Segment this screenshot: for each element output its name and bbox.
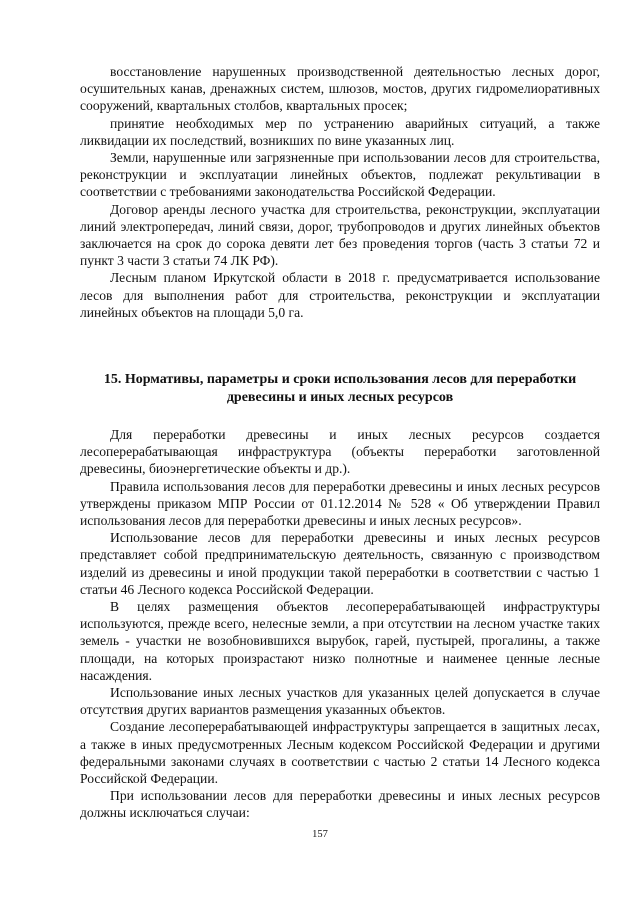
list-item: принятие необходимых мер по устранению аварийных ситуаций, а также ликвидации их последствий, возникших по вине указанных лиц. [80,115,600,148]
paragraph: Лесным планом Иркутской области в 2018 г. предусматривается использование лесов для выполнения работ для строительства, реконструкции и эксплуатации линейных объектов на площади 5,0 га. [80,270,600,320]
paragraph: При использовании лесов для переработки древесины и иных лесных ресурсов должны исключаться случаи: [80,788,600,821]
paragraph: Создание лесоперерабатывающей инфраструктуры запрещается в защитных лесах, а также в иных предусмотренных Лесным кодексом Российской Федерации и другими федеральными законами случаях в соответствии с частью 2 статьи 14 Лесного кодекса Российской Федерации. [80,719,600,787]
section-14-continuation [80,63,600,321]
paragraph: Договор аренды лесного участка для строительства, реконструкции, эксплуатации линий электропередач, линий связи, дорог, трубопроводов и других линейных объектов заключается на срок до сорока девяти лет без проведения торгов (часть 3 статьи 72 и пункт 3 части 3 статьи 74 ЛК РФ). [80,201,600,269]
list-item: восстановление нарушенных производственной деятельностью лесных дорог, осушительных канав, дренажных систем, шлюзов, мостов, других гидромелиоративных сооружений, квартальных столбов, квартальных просек; [80,64,600,114]
section-15-body [80,426,600,822]
paragraph: Земли, нарушенные или загрязненные при использовании лесов для строительства, реконструкции и эксплуатации линейных объектов, подлежат рекультивации в соответствии с требованиями законодательства Российской Федерации. [80,150,600,200]
page-number: 157 [312,829,328,840]
paragraph: Использование лесов для переработки древесины и иных лесных ресурсов представляет собой предпринимательскую деятельность, связанную с производством изделий из древесины и иной продукции такой переработки в соответствии с частью 1 статьи 46 Лесного кодекса Российской Федерации. [80,530,600,597]
paragraph: В целях размещения объектов лесоперерабатывающей инфраструктуры используются, прежде всего, нелесные земли, а при отсутствии на лесном участке таких земель - участки не возобновившихся вырубок, гарей, пустырей, прогалины, а также площади, на которых произрастают низко полнотные и наименее ценные лесные насаждения. [80,599,600,683]
paragraph: Правила использования лесов для переработки древесины и иных лесных ресурсов утверждены приказом МПР России от 01.12.2014 № 528 « Об утверждении Правил использования лесов для переработки древесины и иных лесных ресурсов». [80,478,600,529]
paragraph: Использование иных лесных участков для указанных целей допускается в случае отсутствия других вариантов размещения указанных объектов. [80,685,600,718]
section-15-heading: 15. Нормативы, параметры и сроки использования лесов для переработки древесины и иных лесных ресурсов [103,372,577,405]
paragraph: Для переработки древесины и иных лесных ресурсов создается лесоперерабатывающая инфраструктура (объекты переработки заготовленной древесины, биоэнергетические объекты и др.). [80,427,600,477]
